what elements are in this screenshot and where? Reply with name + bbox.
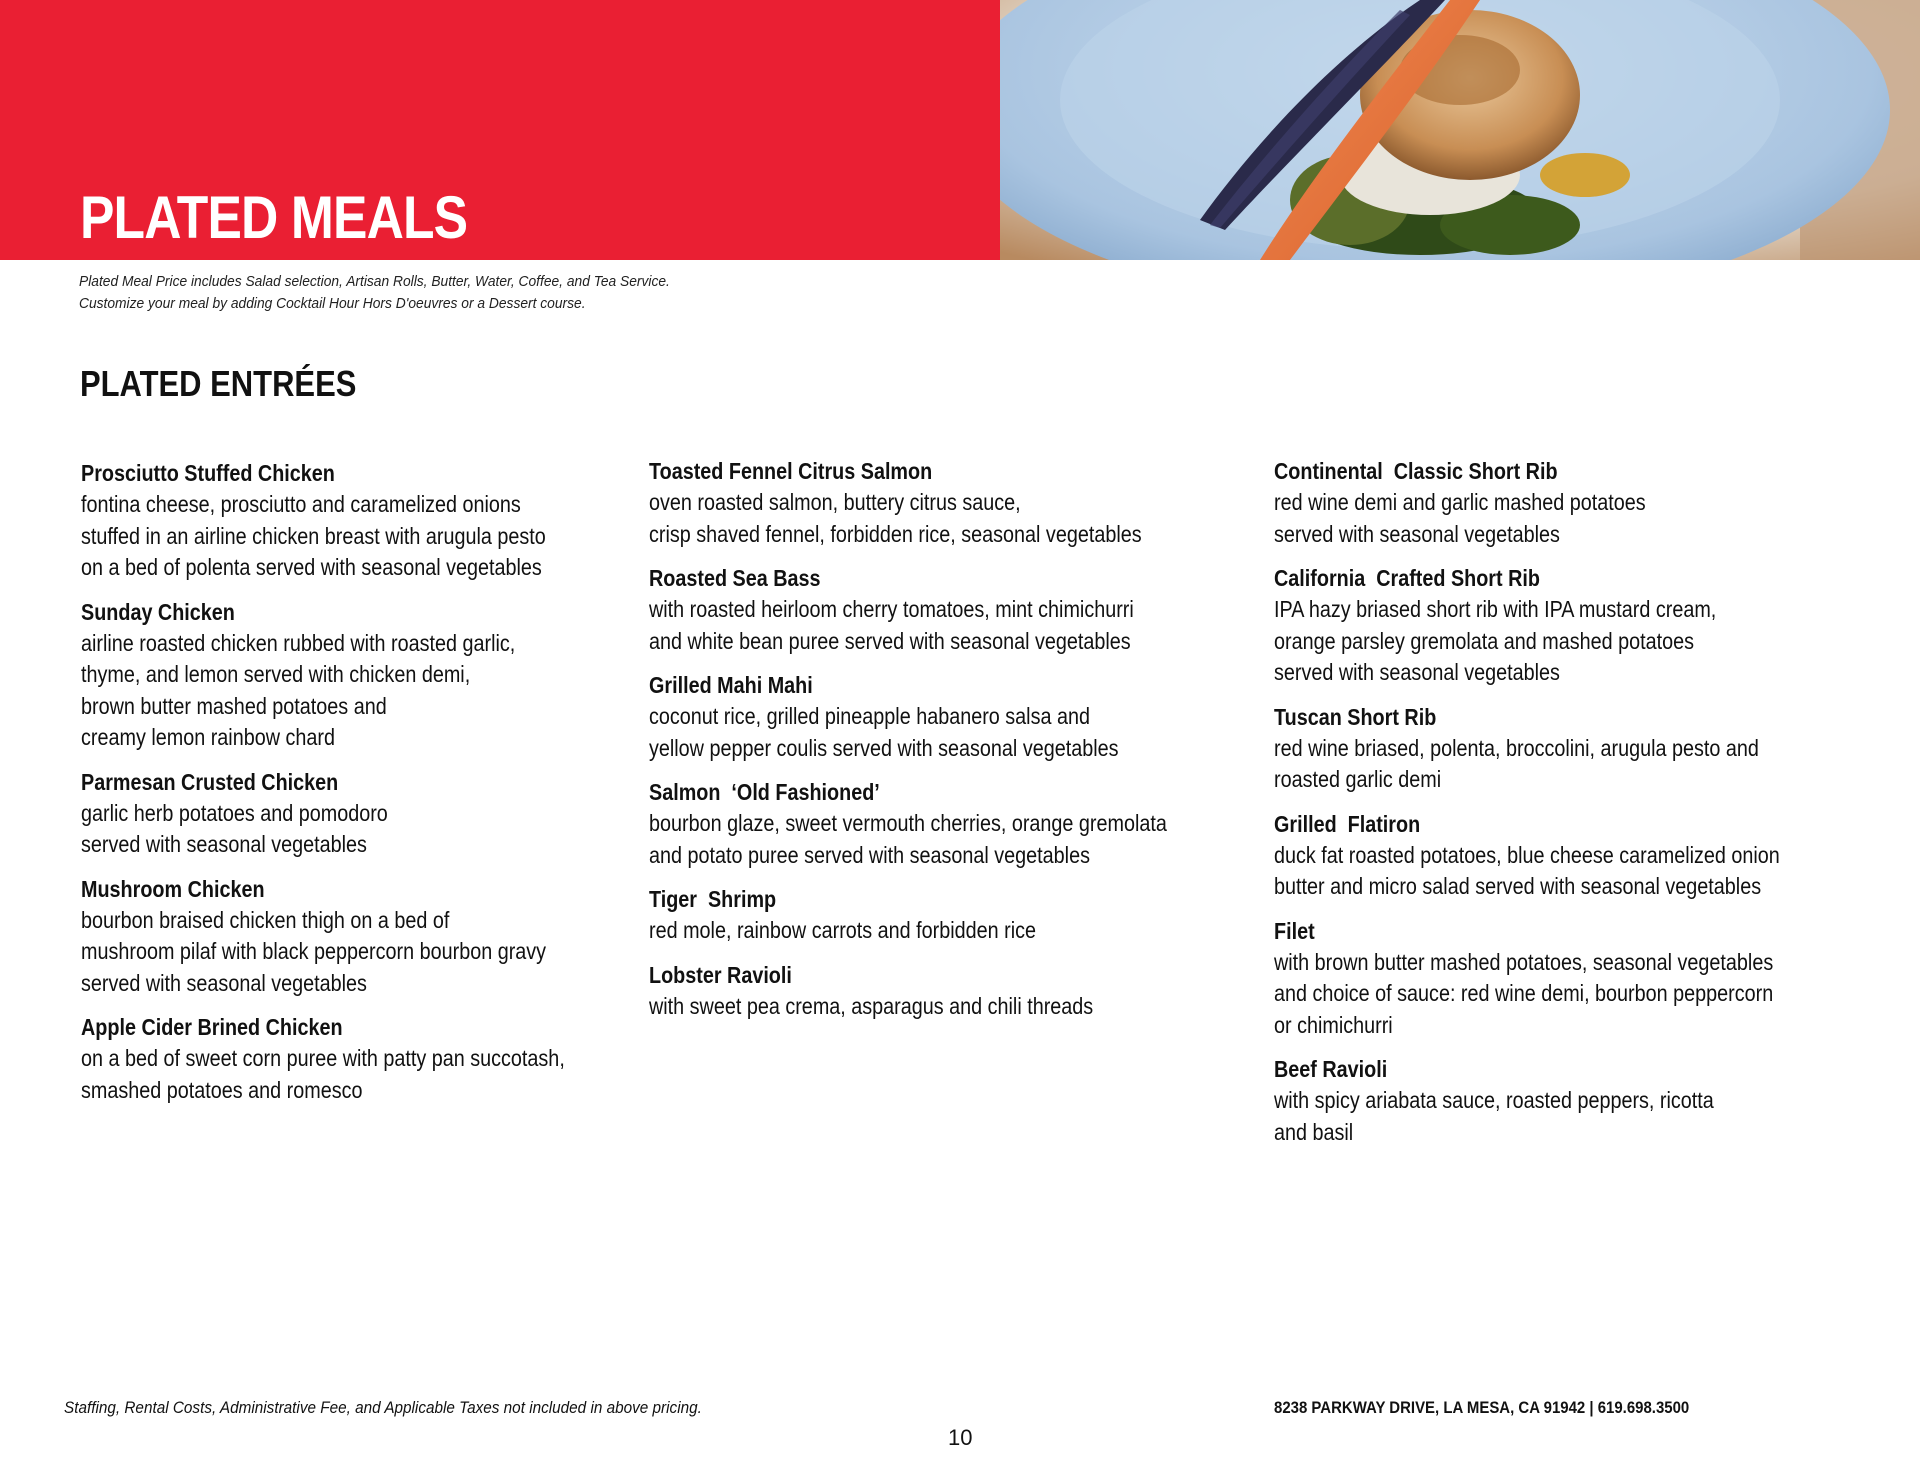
dish-name: Beef Ravioli [1274, 1056, 1388, 1082]
dish-name: Grilled Flatiron [1274, 810, 1421, 837]
pricing-disclaimer: Staffing, Rental Costs, Administrative Fee, and Applicable Taxes not included in above pricing. [64, 1398, 702, 1417]
dish-name: Filet [1274, 917, 1315, 944]
dish-description: garlic herb potatoes and pomodoro served with seasonal vegetables [81, 799, 388, 857]
dish-description: airline roasted chicken rubbed with roasted garlic, thyme, and lemon served with chicken demi, brown butter mashed potatoes and creamy lemon rainbow chard [81, 629, 516, 750]
menu-item [81, 596, 614, 754]
dish-name: Roasted Sea Bass [649, 565, 821, 591]
intro-text [79, 271, 670, 315]
menu-column-beef [1274, 455, 1834, 1160]
dish-description: bourbon glaze, sweet vermouth cherries, orange gremolata and potato puree served with seasonal vegetables [649, 810, 1167, 868]
menu-item [81, 766, 614, 861]
dish-description: oven roasted salmon, buttery citrus sauce, crisp shaved fennel, forbidden rice, seasonal vegetables [649, 489, 1142, 547]
dish-name: Sunday Chicken [81, 598, 235, 625]
dish-description: with sweet pea crema, asparagus and chili threads [649, 992, 1094, 1019]
dish-description: red wine demi and garlic mashed potatoes served with seasonal vegetables [1274, 489, 1646, 547]
venue-address: 8238 PARKWAY DRIVE, LA MESA, CA 91942 | 619.698.3500 [1274, 1398, 1690, 1417]
dish-name: Lobster Ravioli [649, 961, 792, 988]
dish-description: fontina cheese, prosciutto and caramelized onions stuffed in an airline chicken breast with arugula pesto on a bed of polenta served with seasonal vegetables [81, 491, 546, 580]
dish-name: Prosciutto Stuffed Chicken [81, 460, 335, 486]
menu-item [1274, 1053, 1807, 1148]
dish-name: Apple Cider Brined Chicken [81, 1014, 343, 1040]
dish-description: red wine briased, polenta, broccolini, arugula pesto and roasted garlic demi [1274, 734, 1759, 792]
menu-column-seafood [649, 455, 1209, 1034]
dish-description: coconut rice, grilled pineapple habanero salsa and yellow pepper coulis served with seasonal vegetables [649, 703, 1119, 761]
menu-item [649, 669, 1182, 764]
dish-description: red mole, rainbow carrots and forbidden rice [649, 917, 1037, 943]
page-number: 10 [948, 1425, 973, 1450]
dish-description: bourbon braised chicken thigh on a bed of mushroom pilaf with black peppercorn bourbon gravy served with seasonal vegetables [81, 906, 547, 996]
intro-line: Plated Meal Price includes Salad selection, Artisan Rolls, Butter, Water, Coffee, and Tea Service. [79, 273, 670, 290]
dish-name: Tuscan Short Rib [1274, 703, 1437, 730]
dish-name: Tiger Shrimp [649, 886, 777, 912]
plated-food-photo [1000, 0, 1920, 260]
dish-name: Salmon ‘Old Fashioned’ [649, 779, 880, 805]
menu-item [81, 873, 614, 1000]
menu-item [649, 883, 1182, 947]
dish-name: California Crafted Short Rib [1274, 565, 1540, 591]
menu-item [649, 562, 1182, 657]
dish-name: Continental Classic Short Rib [1274, 458, 1558, 484]
section-title: PLATED ENTRÉES [80, 363, 357, 404]
menu-item [649, 959, 1182, 1023]
dish-description: with spicy ariabata sauce, roasted peppers, ricotta and basil [1274, 1087, 1714, 1145]
dish-description: on a bed of sweet corn puree with patty pan succotash, smashed potatoes and romesco [81, 1045, 565, 1103]
menu-item [1274, 562, 1807, 689]
menu-item [649, 776, 1182, 871]
dish-description: IPA hazy briased short rib with IPA mustard cream, orange parsley gremolata and mashed potatoes served with seasonal vegetables [1274, 596, 1717, 685]
dish-name: Parmesan Crusted Chicken [81, 768, 339, 795]
dish-description: with roasted heirloom cherry tomatoes, mint chimichurri and white bean puree served with seasonal vegetables [649, 596, 1134, 654]
dish-name: Grilled Mahi Mahi [649, 672, 813, 698]
dish-description: with brown butter mashed potatoes, seasonal vegetables and choice of sauce: red wine demi, bourbon peppercorn or chimichurri [1274, 948, 1774, 1038]
intro-line: Customize your meal by adding Cocktail Hour Hors D'oeuvres or a Dessert course. [79, 295, 586, 312]
menu-item [1274, 701, 1807, 796]
menu-item [1274, 915, 1807, 1042]
dish-description: duck fat roasted potatoes, blue cheese caramelized onion butter and micro salad served with seasonal vegetables [1274, 841, 1780, 899]
menu-item [1274, 808, 1807, 903]
menu-column-chicken [81, 457, 641, 1118]
page-title: PLATED MEALS [80, 184, 468, 251]
menu-item [1274, 455, 1807, 550]
menu-item [649, 455, 1182, 550]
dish-name: Mushroom Chicken [81, 875, 265, 902]
menu-item [81, 457, 614, 584]
menu-item [81, 1011, 614, 1106]
dish-name: Toasted Fennel Citrus Salmon [649, 458, 933, 484]
